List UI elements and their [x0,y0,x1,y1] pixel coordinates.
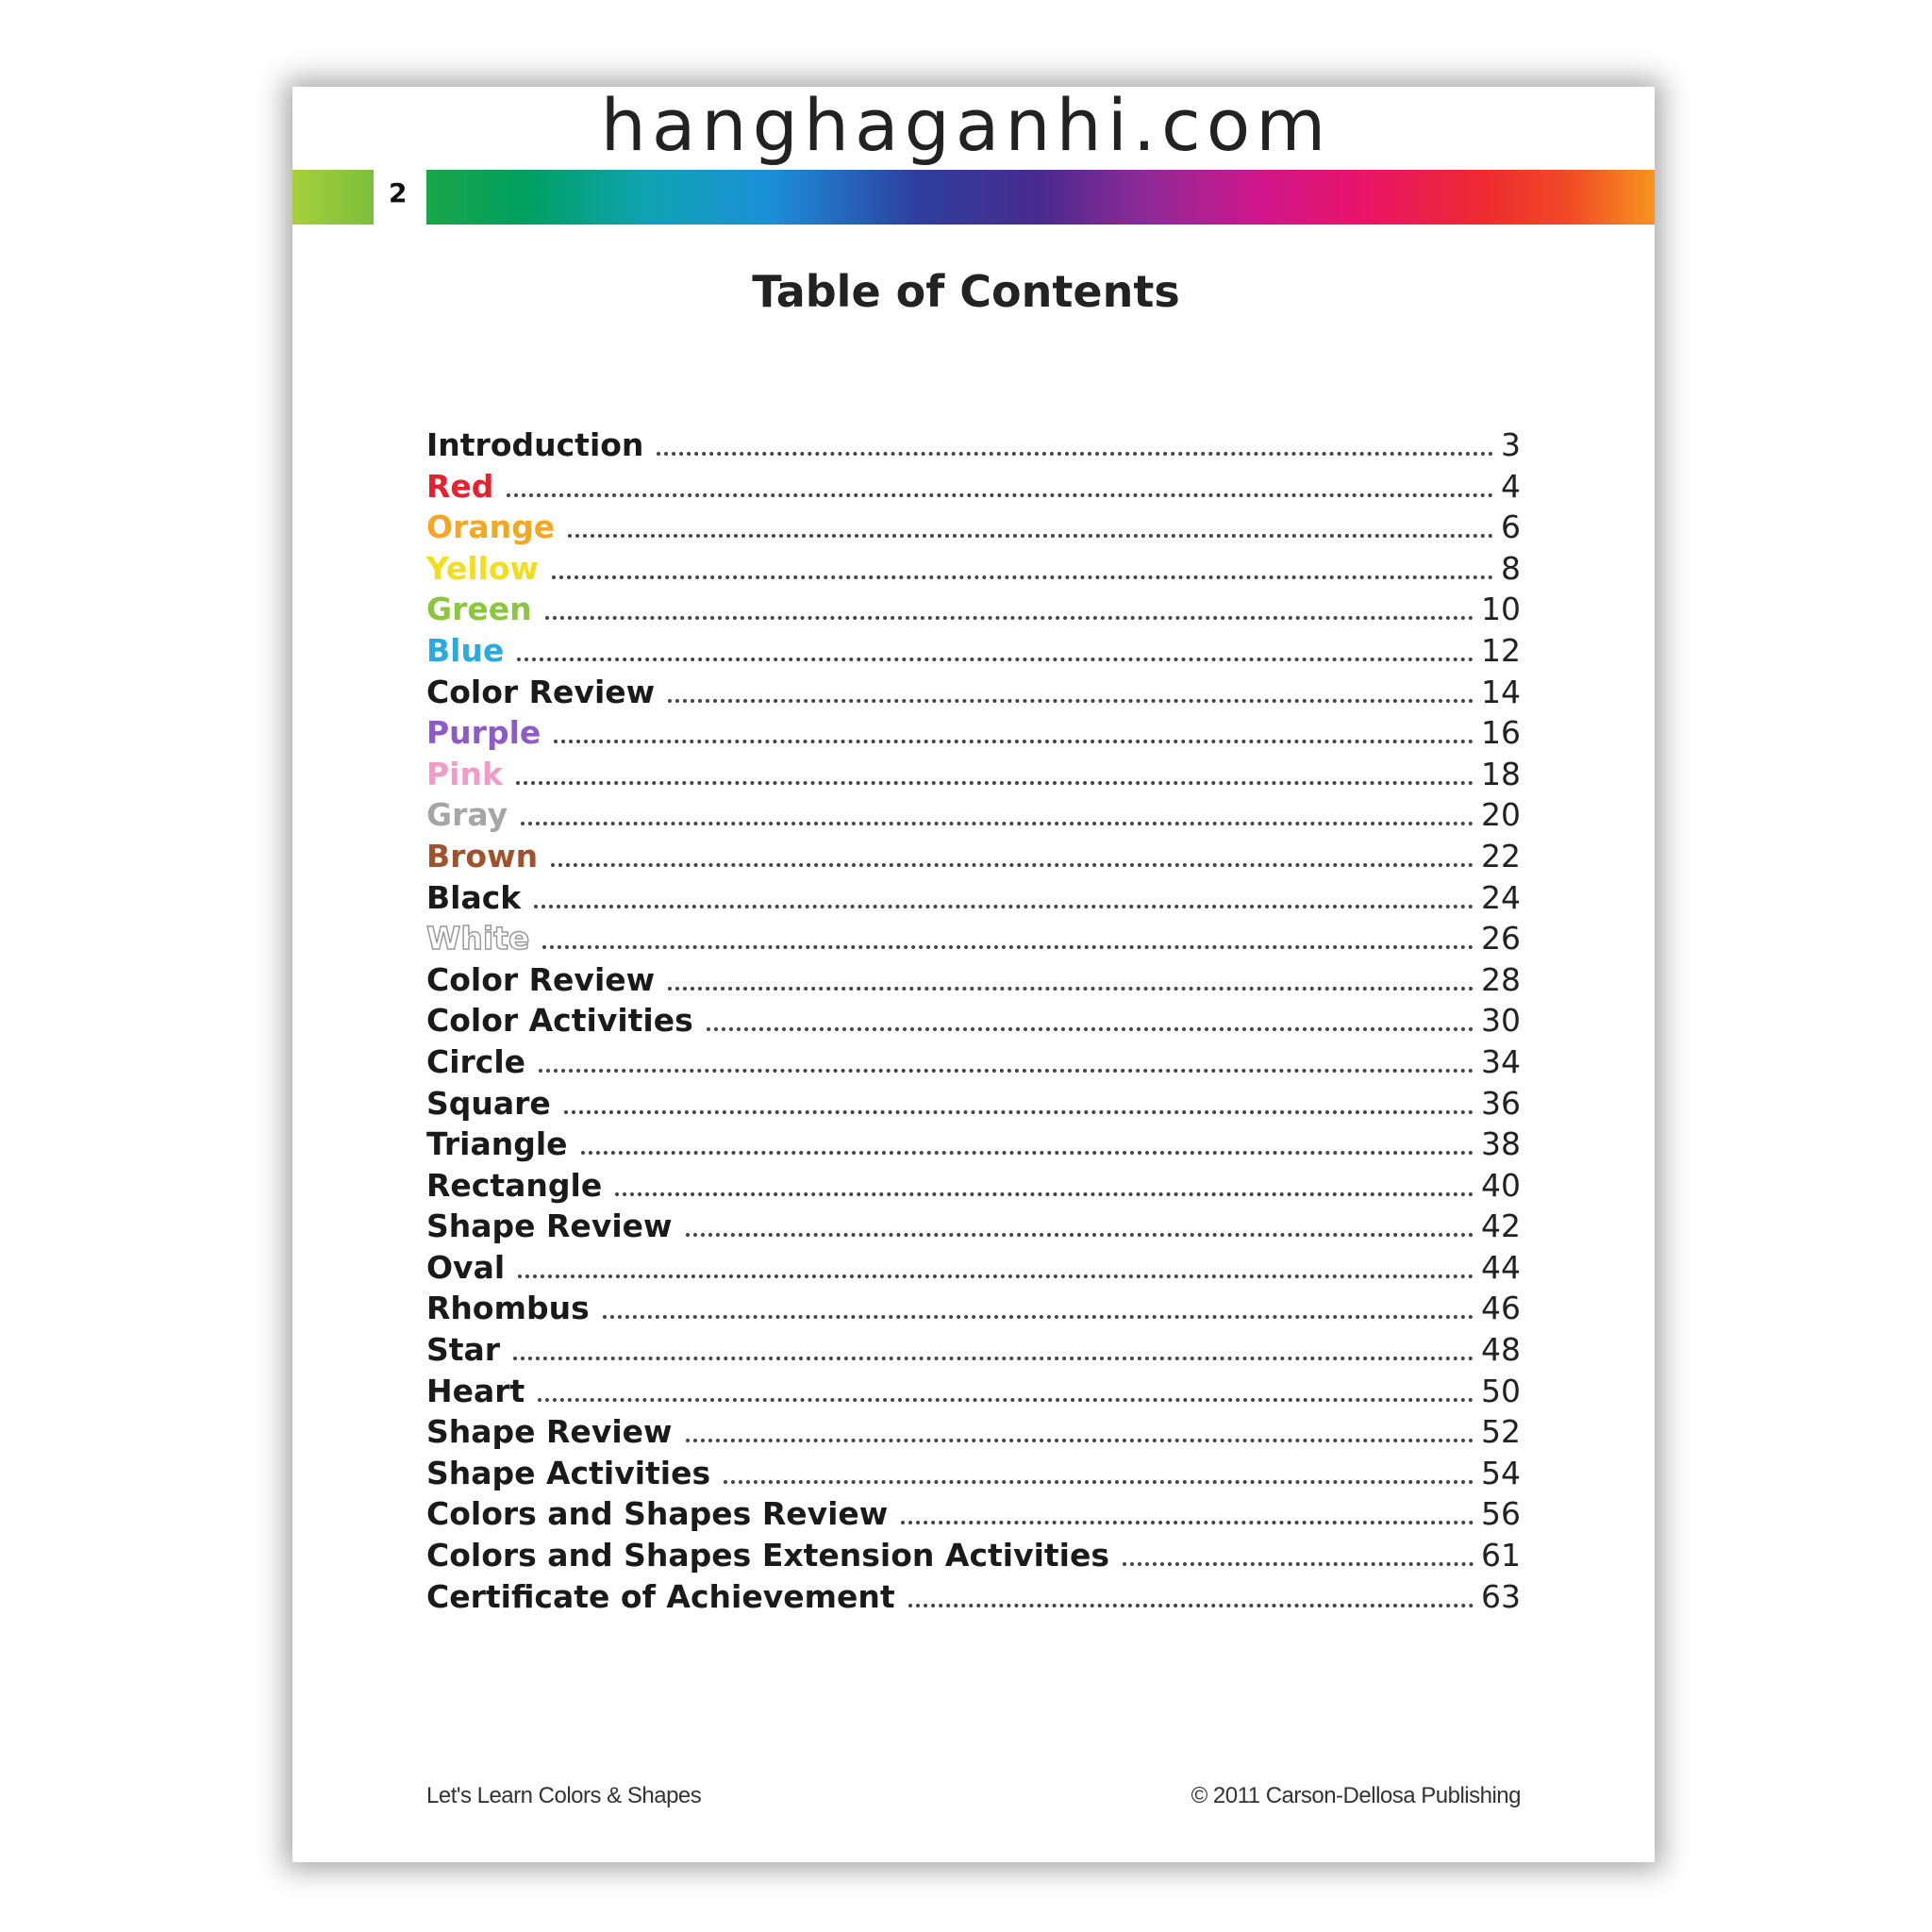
toc-entry-label: Colors and Shapes Extension Activities [426,1537,1110,1574]
toc-entry-label: Certificate of Achievement [426,1577,895,1615]
toc-entry [426,1331,1521,1373]
toc-entry-label: Circle [426,1042,526,1080]
toc-leader-dots [538,1398,1474,1402]
toc-entry-label: Rectangle [426,1166,603,1204]
header-rainbow-bar [426,170,1655,225]
page-number: 2 [389,177,408,208]
toc-leader-dots [901,1521,1474,1524]
toc-entry-label: Green [426,591,532,628]
toc-entry-page: 44 [1481,1248,1521,1286]
toc-entry [426,879,1521,921]
toc-leader-dots [581,1151,1474,1155]
toc-entry-label: Shape Review [426,1208,673,1245]
toc-entry [426,961,1521,1003]
toc-entry [426,1043,1521,1085]
toc-entry [426,1495,1521,1537]
toc-leader-dots [542,945,1474,949]
table-of-contents [426,426,1521,1619]
toc-entry-label: Black [426,878,522,916]
toc-entry [426,1085,1521,1126]
toc-entry-page: 28 [1481,960,1521,998]
toc-entry-label: Color Review [426,960,656,998]
toc-entry-label: White [426,920,530,958]
toc-entry [426,1578,1521,1620]
toc-leader-dots [534,905,1474,908]
toc-entry-page: 34 [1481,1042,1521,1080]
toc-leader-dots [551,863,1474,867]
toc-entry-page: 38 [1481,1125,1521,1163]
toc-leader-dots [564,1110,1474,1114]
toc-entry-page: 50 [1481,1372,1521,1409]
toc-entry [426,426,1521,468]
toc-entry-page: 30 [1481,1002,1521,1040]
toc-entry-page: 54 [1481,1454,1521,1491]
toc-entry [426,1537,1521,1578]
toc-leader-dots [507,493,1493,497]
toc-entry [426,1002,1521,1043]
toc-leader-dots [603,1315,1474,1319]
toc-entry-page: 61 [1481,1537,1521,1574]
toc-leader-dots [707,1027,1474,1031]
toc-entry-page: 42 [1481,1208,1521,1245]
toc-leader-dots [518,1274,1474,1278]
toc-leader-dots [657,452,1493,456]
toc-entry [426,468,1521,509]
toc-leader-dots [517,658,1474,661]
toc-entry-page: 4 [1501,467,1521,505]
toc-leader-dots [516,781,1474,785]
toc-entry-page: 24 [1481,878,1521,916]
toc-entry-page: 8 [1501,549,1521,587]
toc-entry [426,1167,1521,1208]
toc-entry [426,756,1521,797]
toc-entry-label: Color Review [426,673,656,710]
toc-entry-page: 22 [1481,837,1521,874]
footer-book-title: Let's Learn Colors & Shapes [426,1783,702,1808]
toc-leader-dots [615,1192,1474,1196]
toc-entry-label: Purple [426,714,541,752]
toc-entry-page: 14 [1481,673,1521,710]
toc-entry [426,1413,1521,1455]
toc-entry-label: Rhombus [426,1290,590,1327]
toc-leader-dots [554,740,1474,743]
page-title: Table of Contents [752,266,1180,317]
toc-entry [426,1455,1521,1496]
toc-entry-page: 16 [1481,714,1521,752]
toc-entry [426,1290,1521,1331]
toc-entry [426,1208,1521,1249]
toc-entry [426,1373,1521,1414]
toc-entry [426,1125,1521,1167]
watermark-text: hanghaganhi.com [600,83,1332,167]
toc-entry-page: 63 [1481,1577,1521,1615]
footer-copyright: © 2011 Carson-Dellosa Publishing [1191,1783,1521,1808]
toc-entry-page: 52 [1481,1413,1521,1451]
toc-entry-label: Colors and Shapes Review [426,1495,889,1533]
toc-entry-page: 12 [1481,631,1521,669]
toc-entry [426,714,1521,756]
toc-entry [426,674,1521,715]
toc-entry-label: Brown [426,837,539,874]
toc-entry-label: Introduction [426,426,644,463]
toc-entry-page: 46 [1481,1290,1521,1327]
toc-entry-label: Shape Activities [426,1454,711,1491]
toc-leader-dots [521,822,1474,825]
toc-entry-page: 18 [1481,755,1521,792]
toc-entry [426,632,1521,674]
toc-leader-dots [539,1069,1474,1073]
toc-entry [426,838,1521,879]
toc-entry-page: 20 [1481,796,1521,834]
toc-entry-label: Pink [426,755,503,792]
toc-leader-dots [568,534,1493,538]
toc-entry-label: Color Activities [426,1002,693,1040]
toc-leader-dots [668,699,1474,703]
toc-entry-page: 26 [1481,920,1521,958]
toc-entry-page: 48 [1481,1331,1521,1369]
toc-entry-label: Star [426,1331,501,1369]
toc-leader-dots [686,1439,1474,1442]
toc-leader-dots [668,987,1474,991]
toc-entry-label: Oval [426,1248,506,1286]
header-color-tab [292,170,374,225]
toc-entry-label: Red [426,467,494,505]
toc-entry-page: 36 [1481,1084,1521,1122]
toc-entry [426,508,1521,550]
toc-leader-dots [1123,1562,1474,1566]
toc-entry-page: 3 [1501,426,1521,463]
toc-entry-label: Orange [426,508,556,546]
toc-entry-label: Heart [426,1372,525,1409]
toc-entry [426,1249,1521,1291]
toc-leader-dots [908,1604,1474,1607]
toc-entry [426,550,1521,591]
toc-leader-dots [545,616,1474,620]
toc-entry-label: Triangle [426,1125,568,1163]
toc-entry-label: Yellow [426,549,540,587]
toc-entry-page: 10 [1481,591,1521,628]
toc-entry-label: Gray [426,796,508,834]
toc-leader-dots [686,1233,1474,1237]
toc-entry-label: Square [426,1084,551,1122]
toc-entry [426,591,1521,632]
toc-leader-dots [552,575,1493,579]
toc-entry-page: 56 [1481,1495,1521,1533]
toc-entry [426,920,1521,961]
toc-leader-dots [513,1357,1474,1360]
toc-entry [426,796,1521,838]
toc-leader-dots [724,1480,1474,1484]
toc-entry-page: 40 [1481,1166,1521,1204]
toc-entry-label: Shape Review [426,1413,673,1451]
toc-entry-page: 6 [1501,508,1521,546]
toc-entry-label: Blue [426,631,505,669]
